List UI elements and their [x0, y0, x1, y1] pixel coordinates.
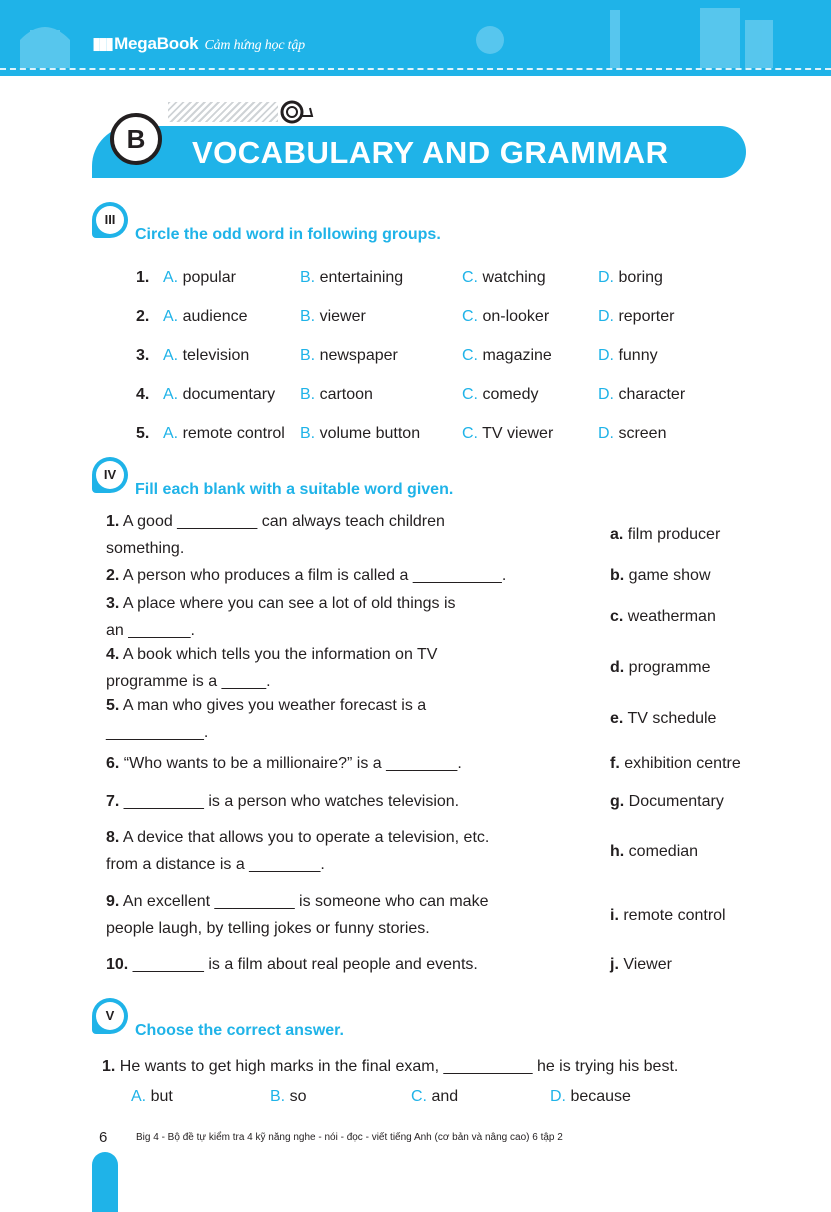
- section-iv-badge: [92, 457, 128, 493]
- word-key: f.: [610, 755, 620, 772]
- question-text: ________ is a film about real people and events.: [132, 956, 478, 973]
- section-iv-label: IV: [96, 461, 124, 489]
- word-key: d.: [610, 659, 625, 676]
- section-v-title: Choose the correct answer.: [135, 1022, 344, 1039]
- question-item: [106, 829, 489, 847]
- word-key: j.: [610, 956, 619, 973]
- word-text: remote control: [623, 907, 726, 924]
- word-key: g.: [610, 793, 625, 810]
- option-letter: B.: [300, 347, 316, 364]
- word-bank-item: [610, 659, 710, 677]
- option-letter: C.: [462, 386, 478, 403]
- option-text: magazine: [482, 347, 552, 364]
- question-text: A good _________ can always teach children: [122, 513, 445, 530]
- question-number: 8.: [106, 829, 120, 846]
- option-letter: A.: [163, 425, 179, 442]
- word-bank-item: [610, 567, 711, 585]
- option-letter: B.: [270, 1088, 286, 1105]
- section-iii-label: III: [96, 206, 124, 234]
- option-letter: A.: [163, 269, 179, 286]
- option-text: documentary: [182, 386, 276, 403]
- question-text: A place where you can see a lot of old things is: [122, 595, 456, 612]
- word-key: e.: [610, 710, 624, 727]
- item-number: 2.: [136, 308, 150, 325]
- word-text: exhibition centre: [624, 755, 741, 772]
- question-text: A book which tells you the information on TV: [122, 646, 438, 663]
- question-text-continued: people laugh, by telling jokes or funny stories.: [106, 920, 430, 937]
- footer-tab: [92, 1152, 118, 1212]
- question-number: 2.: [106, 567, 120, 584]
- question-text-continued: programme is a _____.: [106, 673, 271, 690]
- question-item: [106, 697, 426, 715]
- option-letter: A.: [163, 347, 179, 364]
- option-text: watching: [482, 269, 546, 286]
- option-d: [550, 1088, 631, 1106]
- banner-stripes: [168, 102, 278, 122]
- question-number: 1.: [106, 513, 120, 530]
- option-letter: C.: [462, 308, 478, 325]
- question-text-continued: from a distance is a ________.: [106, 856, 325, 873]
- item-number: 1.: [136, 269, 150, 286]
- header-divider: [0, 68, 831, 70]
- word-bank-item: [610, 755, 741, 773]
- question-item: [106, 793, 459, 811]
- option-letter: D.: [598, 425, 614, 442]
- section-v-label: V: [96, 1002, 124, 1030]
- option-text: screen: [618, 425, 667, 442]
- option-letter: C.: [462, 347, 478, 364]
- option-a: [131, 1088, 173, 1106]
- question-item: [106, 646, 437, 664]
- item-number: 5.: [136, 425, 150, 442]
- option-text: television: [182, 347, 250, 364]
- word-bank-item: [610, 793, 724, 811]
- option-text: reporter: [618, 308, 675, 325]
- option-letter: D.: [598, 386, 614, 403]
- option-letter: D.: [598, 269, 614, 286]
- question-number: 7.: [106, 793, 120, 810]
- question-text: A device that allows you to operate a television, etc.: [122, 829, 490, 846]
- option-letter: B.: [300, 386, 316, 403]
- option-text: but: [150, 1088, 173, 1105]
- page-header: [0, 0, 831, 76]
- brand-slogan: Cảm hứng học tập: [204, 38, 305, 53]
- section-iii-title: Circle the odd word in following groups.: [135, 226, 441, 243]
- question-number: 3.: [106, 595, 120, 612]
- question-item: [106, 595, 456, 613]
- word-bank-item: [610, 843, 698, 861]
- option-letter: C.: [462, 269, 478, 286]
- page-number: 6: [99, 1129, 108, 1146]
- word-bank-item: [610, 526, 720, 544]
- footer-text: Big 4 - Bộ đề tự kiểm tra 4 kỹ năng nghe - nói - đọc - viết tiếng Anh (cơ bản và nâng cao) 6 tập 2: [136, 1132, 563, 1143]
- section-letter-badge: B: [110, 113, 162, 165]
- question-item: [106, 513, 445, 531]
- option-letter: B.: [300, 425, 316, 442]
- question-text: _________ is a person who watches television.: [123, 793, 460, 810]
- word-key: i.: [610, 907, 619, 924]
- option-text: so: [289, 1088, 307, 1105]
- option-text: viewer: [319, 308, 366, 325]
- word-key: h.: [610, 843, 625, 860]
- question-text: A man who gives you weather forecast is a: [122, 697, 427, 714]
- question-text-continued: something.: [106, 540, 185, 557]
- brand-name: MegaBook: [114, 34, 199, 53]
- option-letter: C.: [411, 1088, 427, 1105]
- option-text: audience: [182, 308, 248, 325]
- option-text: because: [570, 1088, 631, 1105]
- question-item: [106, 755, 462, 773]
- question-text-continued: an _______.: [106, 622, 195, 639]
- option-text: newspaper: [319, 347, 398, 364]
- option-text: popular: [182, 269, 236, 286]
- word-bank-item: [610, 608, 716, 626]
- brand-logo: [92, 34, 305, 54]
- option-letter: D.: [598, 347, 614, 364]
- word-bank-item: [610, 710, 716, 728]
- option-letter: D.: [550, 1088, 566, 1105]
- section-iii-badge: [92, 202, 128, 238]
- word-text: film producer: [627, 526, 721, 543]
- option-text: cartoon: [319, 386, 373, 403]
- section-iv-title: Fill each blank with a suitable word given.: [135, 481, 454, 498]
- word-text: game show: [628, 567, 711, 584]
- option-letter: C.: [462, 425, 478, 442]
- option-letter: A.: [163, 386, 179, 403]
- question-number: 6.: [106, 755, 120, 772]
- word-key: c.: [610, 608, 624, 625]
- question-item: [102, 1058, 678, 1076]
- option-text: entertaining: [319, 269, 404, 286]
- option-text: comedy: [482, 386, 539, 403]
- brand-mark-icon: ▮▮▮: [92, 34, 112, 53]
- option-text: and: [431, 1088, 459, 1105]
- option-text: remote control: [182, 425, 285, 442]
- option-letter: A.: [131, 1088, 147, 1105]
- word-bank-item: [610, 956, 672, 974]
- question-text: A person who produces a film is called a __________.: [122, 567, 507, 584]
- question-item: [106, 893, 488, 911]
- option-text: boring: [618, 269, 663, 286]
- option-text: on-looker: [482, 308, 550, 325]
- option-letter: B.: [300, 308, 316, 325]
- question-item: [106, 956, 478, 974]
- question-number: 1.: [102, 1058, 116, 1075]
- question-text: He wants to get high marks in the final exam, __________ he is trying his best.: [119, 1058, 679, 1075]
- section-v-badge: [92, 998, 128, 1034]
- word-text: programme: [628, 659, 711, 676]
- option-letter: A.: [163, 308, 179, 325]
- question-text: “Who wants to be a millionaire?” is a ________.: [123, 755, 462, 772]
- option-c: [411, 1088, 458, 1106]
- question-number: 10.: [106, 956, 129, 973]
- word-bank-item: [610, 907, 726, 925]
- option-b: [270, 1088, 306, 1106]
- option-letter: B.: [300, 269, 316, 286]
- word-text: Viewer: [623, 956, 672, 973]
- option-text: volume button: [319, 425, 421, 442]
- snail-icon: [274, 96, 314, 126]
- question-number: 4.: [106, 646, 120, 663]
- word-text: TV schedule: [627, 710, 717, 727]
- option-text: TV viewer: [482, 425, 554, 442]
- question-item: [106, 567, 506, 585]
- question-number: 9.: [106, 893, 120, 910]
- option-text: character: [618, 386, 686, 403]
- section-banner-title: VOCABULARY AND GRAMMAR: [192, 135, 669, 170]
- word-key: a.: [610, 526, 624, 543]
- question-text: An excellent _________ is someone who can make: [122, 893, 489, 910]
- word-text: comedian: [628, 843, 699, 860]
- option-text: funny: [618, 347, 658, 364]
- word-key: b.: [610, 567, 625, 584]
- option-letter: D.: [598, 308, 614, 325]
- question-text-continued: ___________.: [106, 724, 209, 741]
- word-text: Documentary: [628, 793, 724, 810]
- word-text: weatherman: [627, 608, 716, 625]
- question-number: 5.: [106, 697, 120, 714]
- item-number: 3.: [136, 347, 150, 364]
- item-number: 4.: [136, 386, 150, 403]
